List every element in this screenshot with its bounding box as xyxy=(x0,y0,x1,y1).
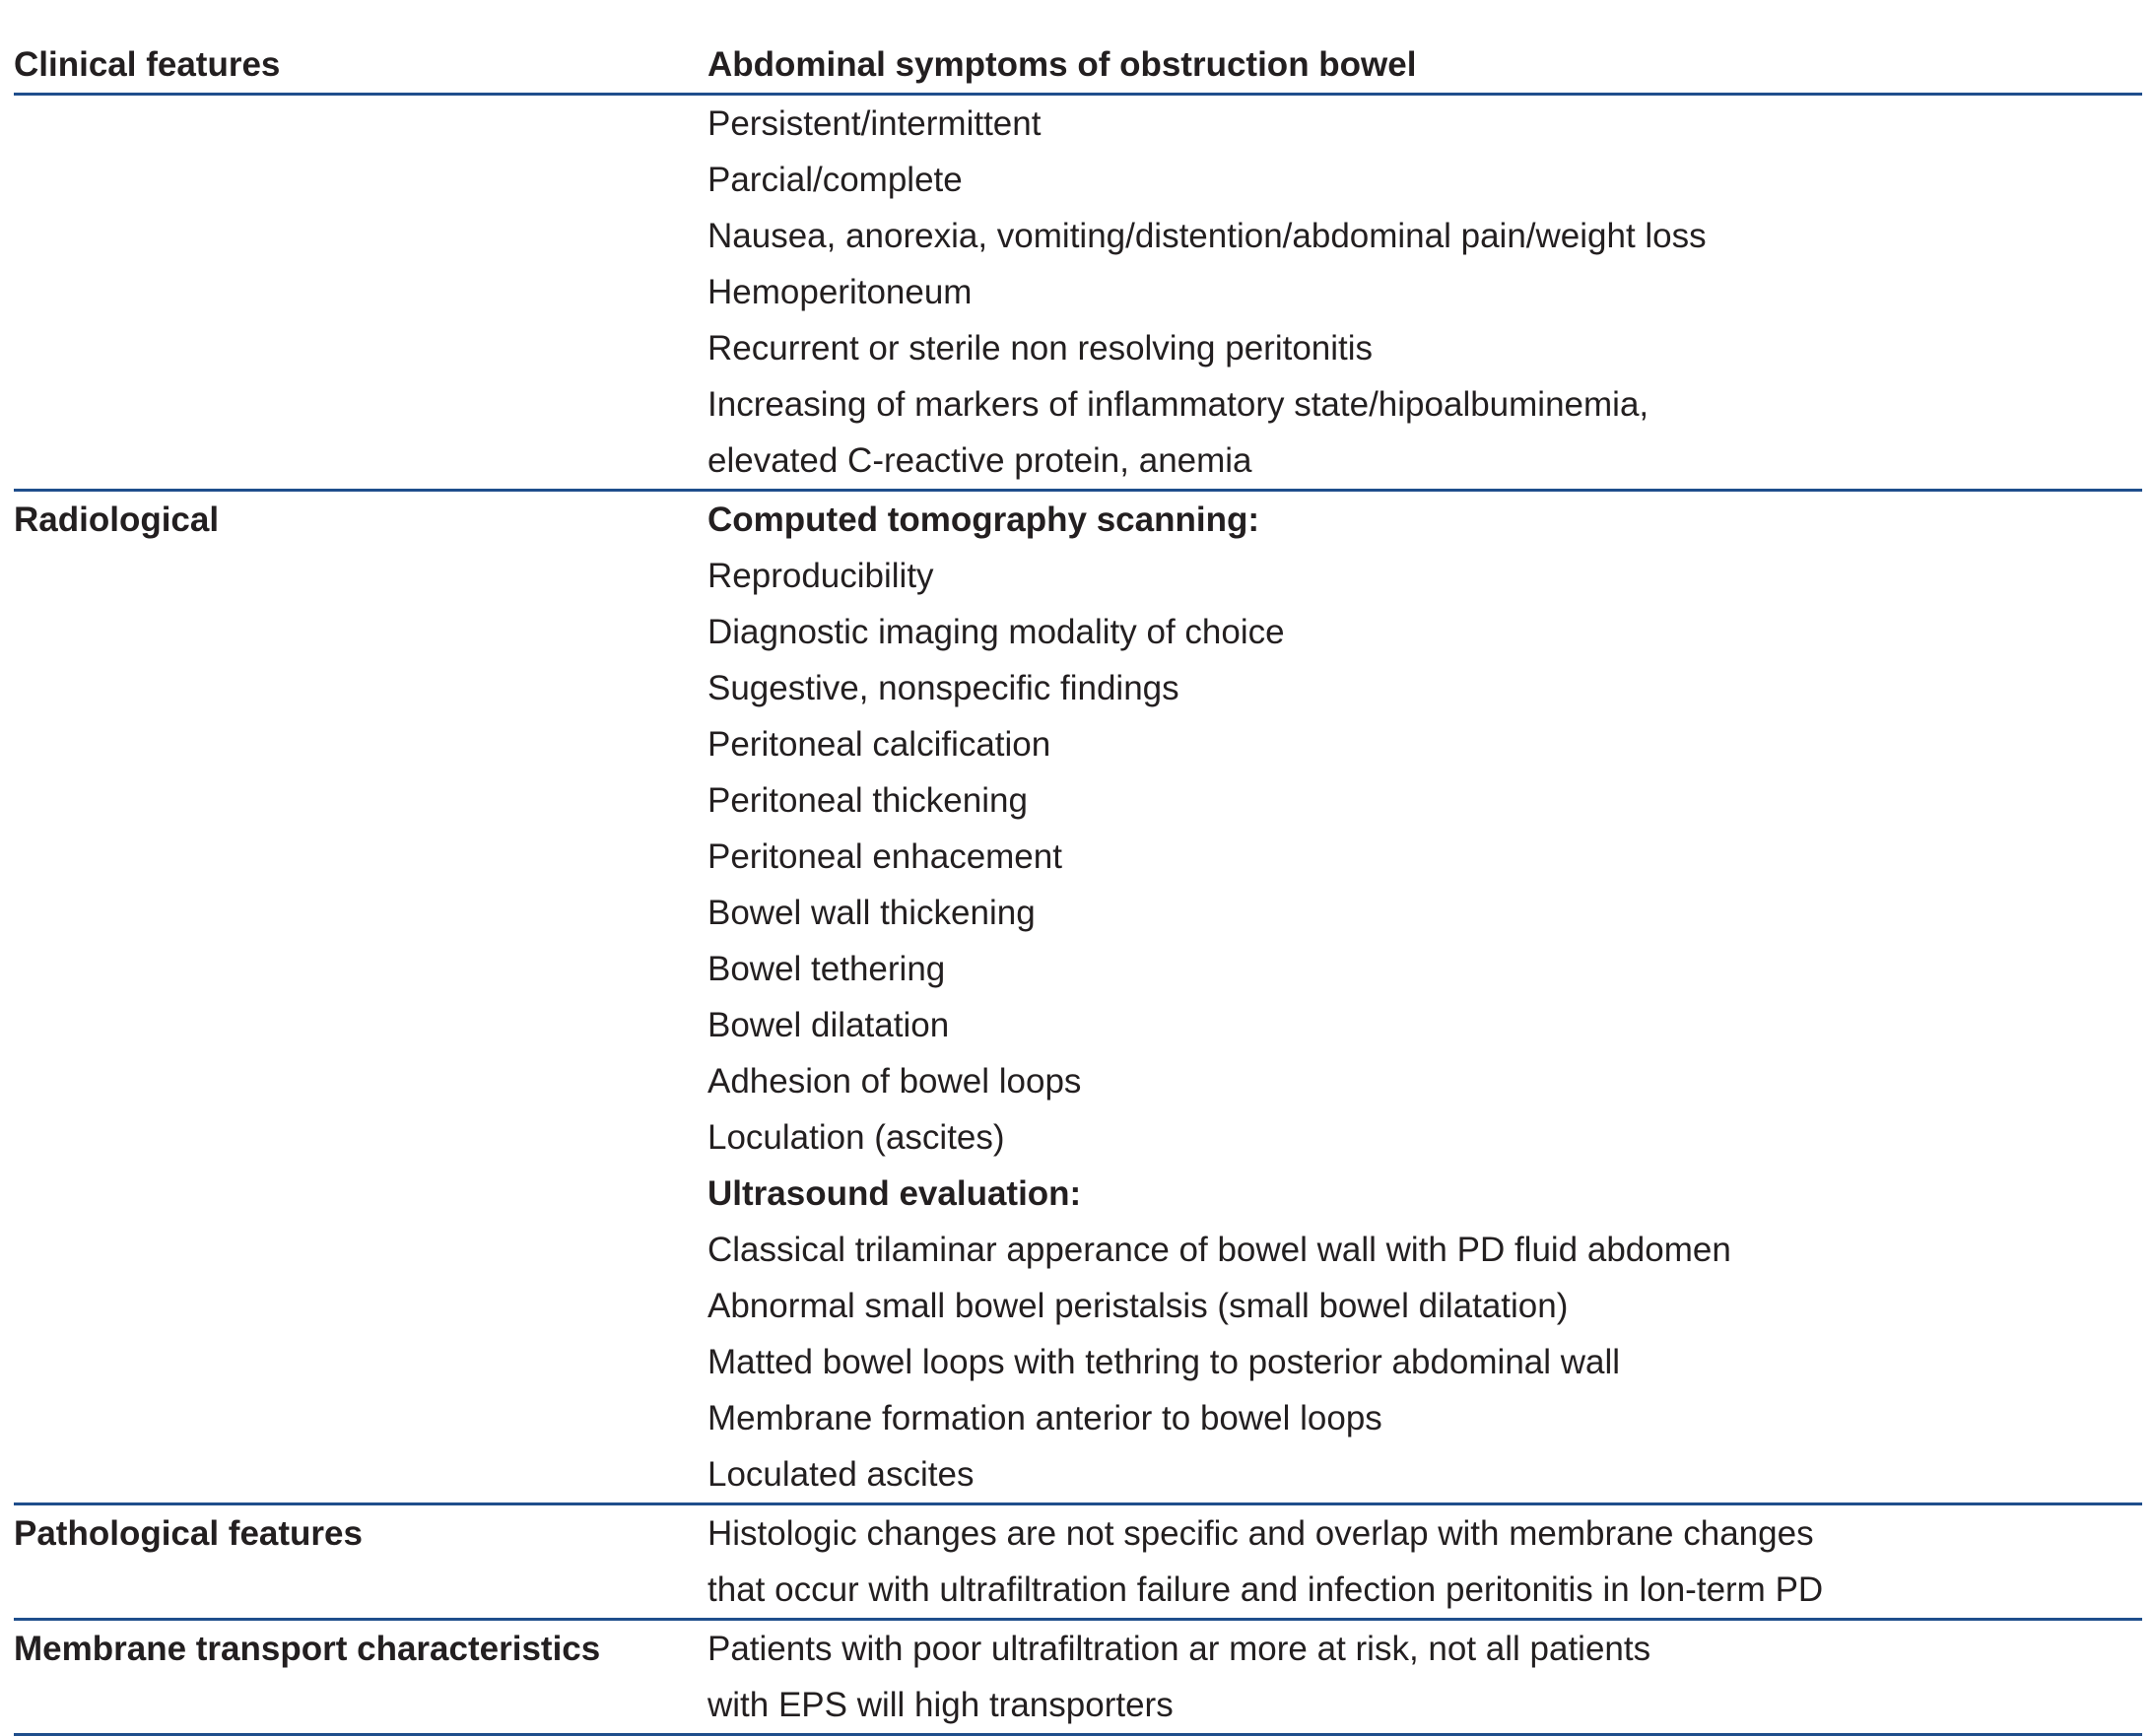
list-item: that occur with ultrafiltration failure and infection peritonitis in lon-term PD xyxy=(707,1570,1824,1609)
list-item: Classical trilaminar apperance of bowel wall with PD fluid abdomen xyxy=(707,1231,1731,1269)
us-heading: Ultrasound evaluation: xyxy=(707,1174,1082,1213)
list-item: elevated C-reactive protein, anemia xyxy=(707,441,1252,480)
list-item: Diagnostic imaging modality of choice xyxy=(707,613,1285,651)
list-item: Recurrent or sterile non resolving peritonitis xyxy=(707,329,1374,367)
list-item: Loculated ascites xyxy=(707,1455,975,1494)
table-header-row xyxy=(14,36,2142,96)
label-cell xyxy=(14,492,707,1502)
list-item: Matted bowel loops with tethring to posterior abdominal wall xyxy=(707,1343,1621,1381)
section-label-clinical: Clinical features xyxy=(14,45,281,84)
content-cell xyxy=(707,96,2142,489)
list-item: Increasing of markers of inflammatory state/hipoalbuminemia, xyxy=(707,385,1649,424)
section-membrane-transport xyxy=(14,1621,2142,1736)
section-label-membrane: Membrane transport characteristics xyxy=(14,1630,601,1668)
label-cell xyxy=(14,36,707,93)
ct-heading: Computed tomography scanning: xyxy=(707,501,1259,539)
content-cell xyxy=(707,1621,2142,1733)
criteria-table xyxy=(14,36,2142,1736)
list-item: Peritoneal enhacement xyxy=(707,837,1062,876)
list-item: Persistent/intermittent xyxy=(707,104,1042,143)
clinical-heading: Abdominal symptoms of obstruction bowel xyxy=(707,45,1417,84)
section-clinical xyxy=(14,96,2142,492)
list-item: Hemoperitoneum xyxy=(707,273,973,311)
list-item: Reproducibility xyxy=(707,557,934,595)
list-item: Bowel wall thickening xyxy=(707,894,1036,932)
label-cell xyxy=(14,1505,707,1618)
content-cell xyxy=(707,1505,2142,1618)
section-label-pathological: Pathological features xyxy=(14,1514,363,1553)
label-cell xyxy=(14,1621,707,1733)
list-item: Peritoneal calcification xyxy=(707,725,1051,764)
list-item: Patients with poor ultrafiltration ar more at risk, not all patients xyxy=(707,1630,1651,1668)
list-item: Abnormal small bowel peristalsis (small bowel dilatation) xyxy=(707,1287,1569,1325)
list-item: Loculation (ascites) xyxy=(707,1118,1005,1157)
list-item: Bowel tethering xyxy=(707,950,946,988)
list-item: with EPS will high transporters xyxy=(707,1686,1174,1724)
label-cell xyxy=(14,96,707,489)
list-item: Membrane formation anterior to bowel loops xyxy=(707,1399,1382,1437)
content-cell xyxy=(707,36,2142,93)
list-item: Peritoneal thickening xyxy=(707,781,1028,820)
list-item: Adhesion of bowel loops xyxy=(707,1062,1082,1101)
content-cell xyxy=(707,492,2142,1502)
list-item: Bowel dilatation xyxy=(707,1006,950,1044)
section-label-radiological: Radiological xyxy=(14,501,220,539)
list-item: Nausea, anorexia, vomiting/distention/abdominal pain/weight loss xyxy=(707,217,1707,255)
list-item: Parcial/complete xyxy=(707,161,963,199)
section-pathological xyxy=(14,1505,2142,1621)
list-item: Sugestive, nonspecific findings xyxy=(707,669,1179,707)
section-radiological xyxy=(14,492,2142,1505)
list-item: Histologic changes are not specific and overlap with membrane changes xyxy=(707,1514,1814,1553)
